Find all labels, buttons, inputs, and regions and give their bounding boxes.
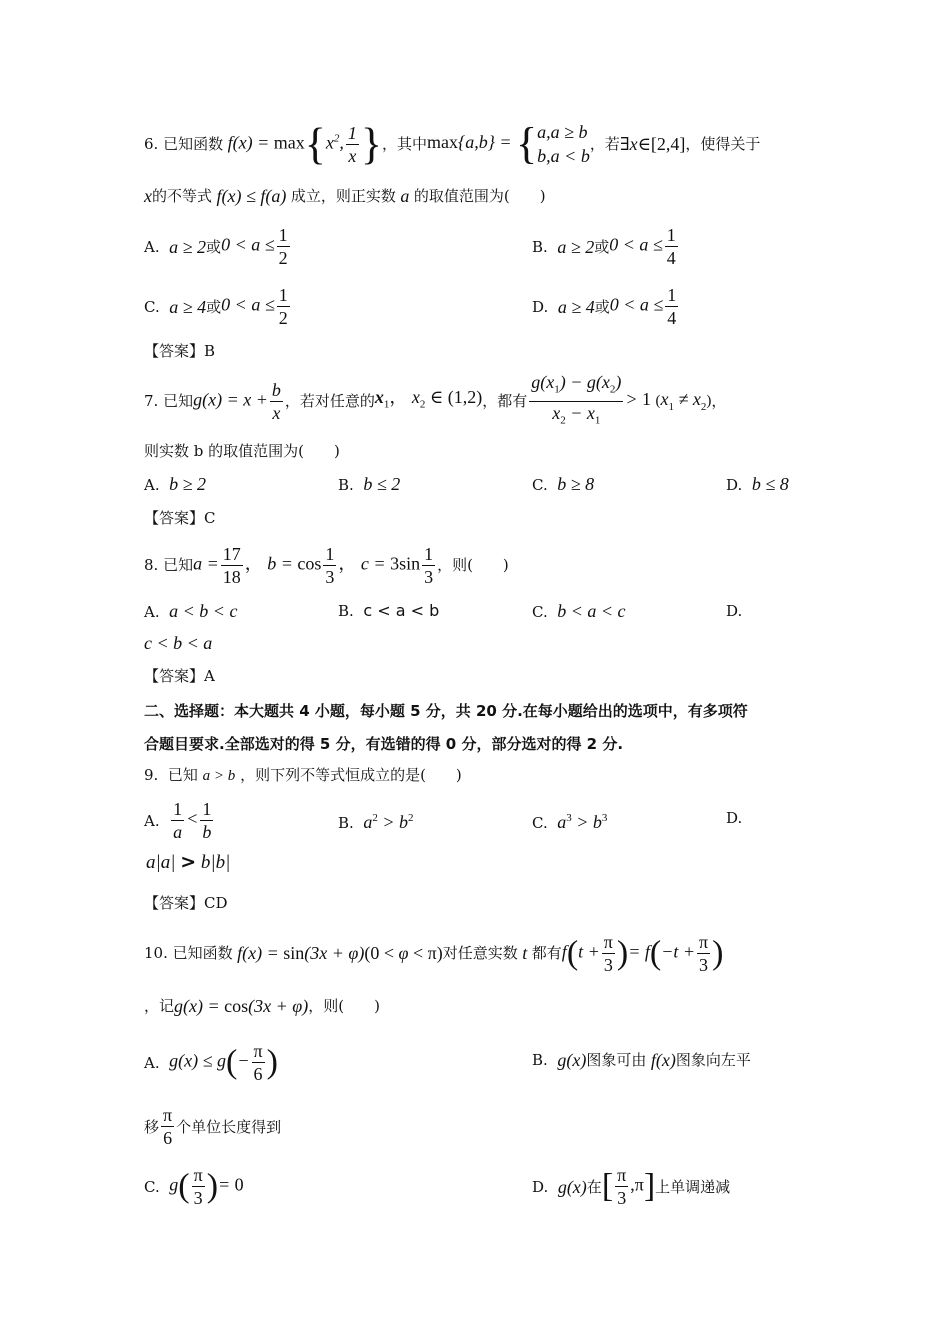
option-label: B. xyxy=(532,237,548,256)
option-label: B. xyxy=(338,602,354,620)
option-math-2: f(x) xyxy=(646,1050,676,1070)
section2-line1: 二、选择题：本大题共 4 小题，每小题 5 分，共 20 分.在每小题给出的选项中，有多项符 xyxy=(144,702,748,720)
option-math: b ≤ 8 xyxy=(751,474,789,494)
or-text: 或 xyxy=(206,237,222,256)
option-text-4: 个单位长度得到 xyxy=(176,1117,282,1136)
option-math: g(x) ≤ g(− $\frac{\pi}{6}$ ) xyxy=(169,1041,278,1084)
option-text-3: 移 xyxy=(144,1117,160,1136)
q6-stem-text-4: ，使得关于 xyxy=(685,135,761,153)
option-label: D. xyxy=(726,809,743,827)
q9-condition: a > b xyxy=(202,768,236,784)
option-math: b ≤ 2 xyxy=(363,474,401,494)
option-math-3: $\frac{\pi}{6}$ xyxy=(163,1105,173,1148)
q9-answer: 【答案】CD xyxy=(144,894,228,912)
q10-function-def: f(x) = sin(3x + φ)(0 < φ < π) xyxy=(232,943,443,963)
q9-stem-text-2: ，则下列不等式恒成立的是( ) xyxy=(240,766,462,784)
or-text: 或 xyxy=(594,237,610,256)
q10-line1 xyxy=(144,928,723,978)
option-math: c < b < a xyxy=(144,633,213,653)
option-label: D. xyxy=(532,297,549,316)
q8-option-d-value xyxy=(144,633,212,654)
option-math-2: 0 < a ≤ $\frac{1}{2}$ xyxy=(221,285,288,328)
option-text-2: 图象向左平 xyxy=(675,1051,751,1069)
q6-stem-text: 已知函数 xyxy=(163,135,224,153)
option-math-2: 0 < a ≤ $\frac{1}{2}$ xyxy=(221,225,288,268)
q6-line2-text-b: 成立，则正实数 xyxy=(290,187,396,205)
q6-line2 xyxy=(144,186,546,206)
or-text: 或 xyxy=(206,297,222,316)
q10-option-c[interactable] xyxy=(144,1164,244,1209)
q10-stem-text-3: 都有 xyxy=(531,944,562,962)
option-label: D. xyxy=(532,1177,549,1196)
option-label: C. xyxy=(532,814,548,832)
option-math: $a^3 > b^3$ xyxy=(557,812,608,832)
q6-option-a[interactable] xyxy=(144,224,292,269)
q6-line2-text-a: 的不等式 xyxy=(152,187,213,205)
q10-stem-text: 已知函数 xyxy=(172,944,233,962)
q6-var-a: a xyxy=(395,186,414,206)
option-label: C. xyxy=(532,603,548,621)
q6-line1 xyxy=(144,119,761,168)
q9-line1 xyxy=(144,765,462,786)
q8-option-d[interactable] xyxy=(726,601,742,621)
q7-stem-text-3: ，都有 xyxy=(482,392,528,410)
option-math: a ≥ 2 xyxy=(557,236,595,257)
option-math: a|a| > b|b| xyxy=(146,851,231,873)
option-label: C. xyxy=(144,1177,160,1196)
q7-stem-text-2: ，若对任意的 xyxy=(284,392,375,410)
q8-option-c[interactable] xyxy=(532,601,626,622)
q6-option-d[interactable] xyxy=(532,284,680,329)
q7-answer: 【答案】C xyxy=(144,509,216,527)
q10-option-d[interactable] xyxy=(532,1164,730,1209)
option-label: A. xyxy=(144,603,160,621)
q8-answer: 【答案】A xyxy=(144,667,215,685)
q8-values: a = $\frac{17}{18}$ ， b = cos $\frac{1}{3}$ ， c = 3sin $\frac{1}{3}$ xyxy=(193,543,434,587)
q7-line1 xyxy=(144,371,727,427)
q10-number: 10. xyxy=(144,944,168,962)
q9-option-d[interactable] xyxy=(726,808,742,828)
q7-function-def: g(x) = x + $\frac{b}{x}$ xyxy=(193,379,281,423)
q8-number: 8. xyxy=(144,556,159,574)
q7-option-c[interactable] xyxy=(532,474,594,495)
option-math: a ≥ 4 xyxy=(169,296,207,317)
option-text: 图象可由 xyxy=(586,1051,647,1069)
option-math-2: 0 < a ≤ $\frac{1}{4}$ xyxy=(609,225,676,268)
q10-line2-text-a: ，记 xyxy=(144,997,175,1015)
q6-option-c[interactable] xyxy=(144,284,292,329)
option-math: g(x) xyxy=(557,1176,587,1197)
q7-option-d[interactable] xyxy=(726,474,789,495)
q6-line2-text-c: 的取值范围为( ) xyxy=(413,187,546,205)
option-math: b ≥ 8 xyxy=(557,474,595,494)
q10-var-t: t xyxy=(517,943,532,963)
q7-number: 7. xyxy=(144,392,159,410)
q7-stem-text: 已知 xyxy=(163,392,194,410)
option-math: g(x) xyxy=(557,1050,587,1070)
option-math: c < a < b xyxy=(363,601,440,620)
option-math: b < a < c xyxy=(557,601,626,621)
option-label: C. xyxy=(144,297,160,316)
q10-g-def: g(x) = cos(3x + φ) xyxy=(174,996,309,1016)
q6-number: 6. xyxy=(144,135,159,153)
option-text-2: 上单调递减 xyxy=(655,1177,731,1196)
option-label: D. xyxy=(726,476,743,494)
option-math: a ≥ 2 xyxy=(169,236,207,257)
q7-condition: $\frac{g(x_1) - g(x_2)}{x_2 - x_1}$ > 1 $(x_1 \ne x_2)$ xyxy=(531,371,712,427)
option-math: $\frac{1}{a}$ < $\frac{1}{b}$ xyxy=(173,799,212,842)
q6-stem-text-2: ，其中 xyxy=(381,135,427,153)
q6-answer: 【答案】B xyxy=(144,342,216,360)
q6-max-def: max{a,b} = {a,a ≥ b b,a < b xyxy=(427,119,590,168)
option-math: b ≥ 2 xyxy=(169,474,207,494)
option-label: B. xyxy=(338,476,354,494)
option-math: g( $\frac{\pi}{3}$ )= 0 xyxy=(169,1165,244,1208)
q8-option-b[interactable] xyxy=(338,601,439,621)
q9-option-c[interactable] xyxy=(532,808,607,833)
q10-symmetry: f(t + $\frac{\pi}{3}$ )= f(−t + $\frac{\pi}{3}$ ) xyxy=(561,931,724,975)
q6-inequality: f(x) ≤ f(a) xyxy=(212,186,291,206)
option-label: B. xyxy=(532,1051,548,1069)
option-label: A. xyxy=(144,476,160,494)
option-label: B. xyxy=(338,814,354,832)
option-math-2: [ $\frac{\pi}{3}$ ,π] xyxy=(601,1165,656,1208)
q9-option-b[interactable] xyxy=(338,808,414,833)
option-math: a ≥ 4 xyxy=(557,296,595,317)
q9-stem-text: 已知 xyxy=(167,766,198,784)
option-label: A. xyxy=(144,237,160,256)
option-math-2: 0 < a ≤ $\frac{1}{4}$ xyxy=(609,285,677,328)
q8-stem-text: 已知 xyxy=(163,556,194,574)
option-label: A. xyxy=(144,811,160,830)
option-math: a < b < c xyxy=(169,601,238,621)
option-math: $a^2 > b^2$ xyxy=(363,812,414,832)
q10-option-b[interactable] xyxy=(532,1050,751,1070)
q7-vars: $x_1$， $x_2$ ∈ (1,2) xyxy=(374,387,483,411)
q9-option-a[interactable] xyxy=(144,798,215,843)
q7-stem-text-4: ， xyxy=(711,392,727,410)
q9-option-d-value xyxy=(146,852,230,873)
q10-line2 xyxy=(144,996,380,1016)
q8-stem-text-2: ，则( ) xyxy=(437,556,509,574)
q10-option-a[interactable] xyxy=(144,1040,278,1085)
or-text: 或 xyxy=(594,297,610,316)
q10-line2-text-b: ，则( ) xyxy=(308,997,380,1015)
q9-number: 9. xyxy=(144,766,159,784)
option-label: D. xyxy=(726,602,743,620)
q8-line1 xyxy=(144,541,509,589)
option-label: C. xyxy=(532,476,548,494)
q7-option-a[interactable] xyxy=(144,474,206,495)
option-text: 在 xyxy=(586,1177,602,1196)
q6-var-x: x xyxy=(144,186,152,206)
q8-option-a[interactable] xyxy=(144,601,237,622)
q6-stem-text-3: ，若 xyxy=(589,135,620,153)
q6-option-b[interactable] xyxy=(532,224,680,269)
q6-function-def: $f(x) = \max\{x^2$, $\frac{1}{x}$ } xyxy=(223,119,382,168)
option-label: A. xyxy=(144,1053,160,1072)
section2-line2: 合题目要求.全部选对的得 5 分，有选错的得 0 分，部分选对的得 2 分. xyxy=(144,735,624,753)
q6-exists: ∃x∈[2,4] xyxy=(619,134,686,154)
q10-stem-text-2: 对任意实数 xyxy=(442,944,518,962)
q7-line2: 则实数 b 的取值范围为( ) xyxy=(144,442,340,460)
q7-option-b[interactable] xyxy=(338,474,400,495)
q10-option-b-line2 xyxy=(144,1104,281,1149)
